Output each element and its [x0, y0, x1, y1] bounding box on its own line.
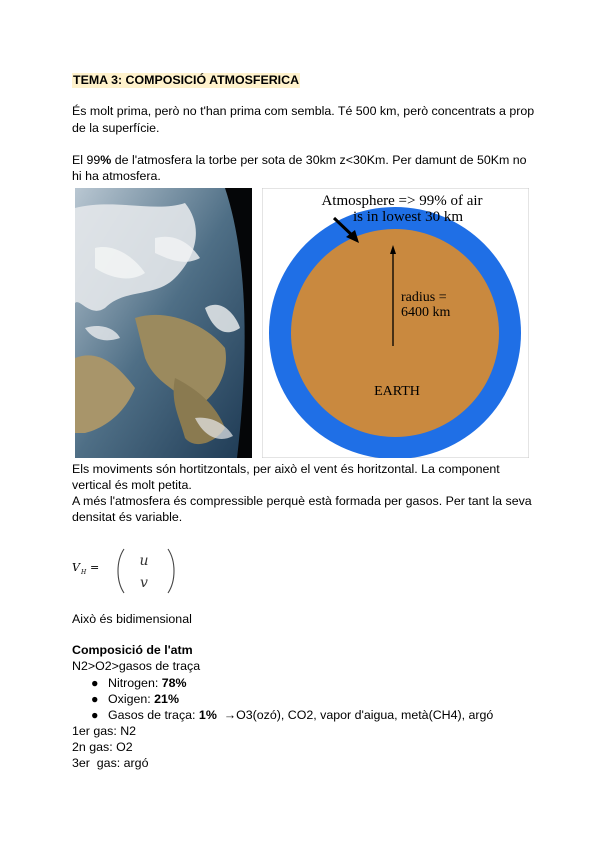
paragraph-compressible-line2: densitat és variable. — [72, 510, 183, 524]
diagram-label-radius: radius = — [401, 290, 447, 305]
document-page: TEMA 3: COMPOSICIÓ ATMOSFERICA És molt prima, però no t'han prima com sembla. Té 500 km, però concentrats a prop de la superfície. El 99% de l'atmosfera la torbe per sota de 30km z<30Km. Per damunt de 50Km no hi ha atmosfera. Atmosphere => 99% of air is in lowest 30 km radius = 6400 km EARTH Els moviments són hortitzontals, per això el vent és horitzontal. La component vertical és molt petita. A més l'atmosfera és compressible perquè està formada per gasos. Per tant la seva densitat és variable. V H = u v Això és bidimensional Composició de l'atm N2>O2>gasos de traça ● Nitrogen: 78% ● Oxigen: 21% ● Gasos de traça: 1% →O3(ozó), CO2, vapor d'aigua, metà(CH4), argó 1er gas: N2 2n gas: O2 3er gas: argó — [72, 73, 535, 770]
earth-photo-image — [75, 188, 252, 458]
velocity-vector-formula — [72, 545, 192, 597]
atmosphere-diagram — [262, 188, 529, 458]
diagram-label-radius-value: 6400 km — [401, 305, 451, 320]
svg-text:v: v — [140, 575, 148, 591]
paragraph-thin-line1: És molt prima, però no t'han prima com sembla. Té 500 km, però concentrats a prop — [72, 104, 535, 118]
first-gas-line: 1er gas: N2 — [72, 724, 137, 738]
paragraph-99pct-line1: El 99% de l'atmosfera la torbe per sota de 30km z<30Km. Per damunt de 50Km no — [72, 153, 527, 167]
section-heading-composition: Composició de l'atm — [72, 643, 193, 657]
svg-text:V: V — [72, 561, 80, 574]
page-title: TEMA 3: COMPOSICIÓ ATMOSFERICA — [73, 73, 300, 87]
svg-text:H: H — [81, 569, 87, 576]
paragraph-movements-line1: Els moviments són hortitzontals, per això el vent és horitzontal. La component — [72, 462, 500, 476]
earth-disc — [291, 229, 499, 437]
paragraph-thin-line2: de la superfície. — [72, 121, 160, 135]
paragraph-movements-line2: vertical és molt petita. — [72, 478, 192, 492]
second-gas-line: 2n gas: O2 — [72, 740, 133, 754]
diagram-label-lowest: is in lowest 30 km — [352, 209, 464, 225]
paragraph-99pct-line2: hi ha atmosfera. — [72, 169, 161, 183]
paragraph-compressible-line1: A més l'atmosfera és compressible perquè està formada per gasos. Per tant la seva — [72, 494, 532, 508]
composition-order: N2>O2>gasos de traça — [72, 659, 201, 673]
diagram-label-earth: EARTH — [374, 384, 420, 399]
diagram-label-atmosphere: Atmosphere => 99% of air — [321, 193, 483, 209]
third-gas-line: 3er gas: argó — [72, 756, 149, 770]
bidimensional-note: Això és bidimensional — [72, 612, 192, 626]
svg-text:u: u — [139, 553, 149, 569]
svg-text:=: = — [90, 561, 100, 574]
